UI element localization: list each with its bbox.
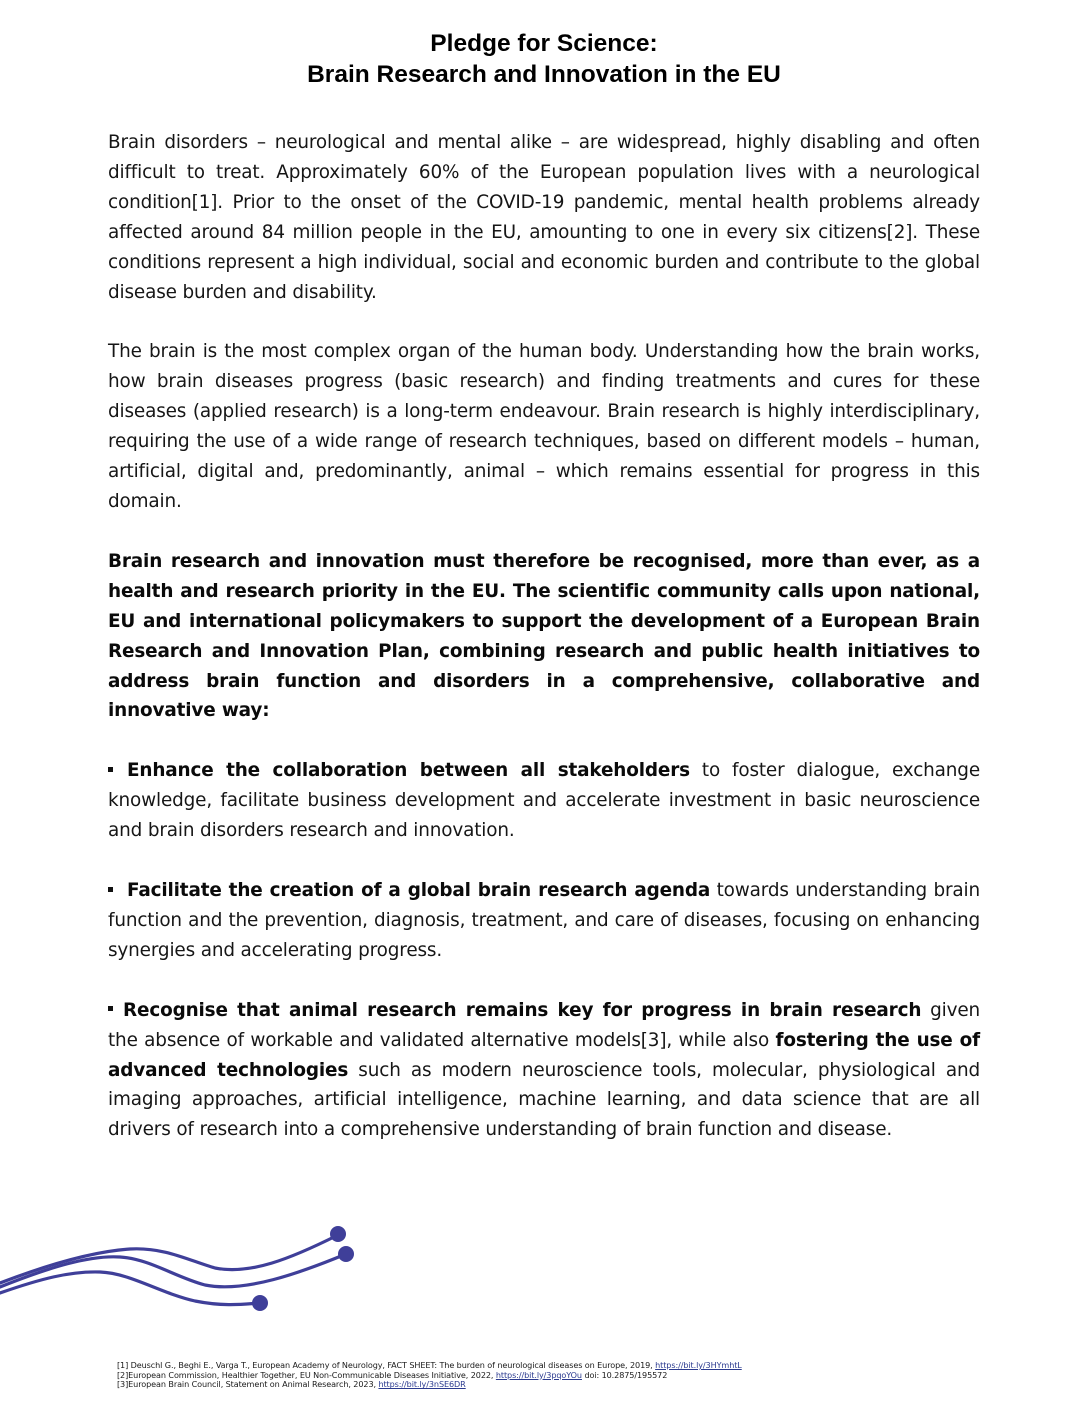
bullet-item-collaboration bbox=[108, 756, 980, 846]
bullet-text: to foster dialogue, exchange knowledge, facilitate business development and accelerate investment in basic neuroscience and brain disorders research and innovation. bbox=[108, 760, 980, 842]
title-line-2: Brain Research and Innovation in the EU bbox=[307, 61, 781, 88]
footnotes bbox=[117, 1361, 1017, 1390]
footnote-link[interactable]: https://bit.ly/3nSE6DR bbox=[378, 1379, 466, 1390]
bullet-square-icon bbox=[108, 756, 117, 786]
page-title bbox=[0, 28, 1088, 90]
bullet-text: towards understanding brain function and the prevention, diagnosis, treatment, and care of diseases, focusing on enhancing synergies and accelerating progress. bbox=[108, 880, 980, 961]
bullet-lead: Facilitate the creation of a global brain research agenda bbox=[127, 880, 711, 902]
bullet-square-icon bbox=[108, 996, 117, 1026]
paragraph-intro: Brain disorders – neurological and mental alike – are widespread, highly disabling and often difficult to treat. Approximately 60% of the European population lives with a neurological condition[1]. Prior to the onset of the COVID-19 pandemic, mental health problems already affected around 84 million people in the EU, amounting to one in every six citizens[2]. These conditions represent a high individual, social and economic burden and contribute to the global disease burden and disability. bbox=[108, 132, 980, 303]
footnote-text: [3]European Brain Council, Statement on Animal Research, 2023, bbox=[117, 1379, 379, 1390]
paragraph-call-to-action: Brain research and innovation must therefore be recognised, more than ever, as a health and research priority in the EU. The scientific community calls upon national, EU and international policymakers to support the development of a European Brain Research and Innovation Plan, combining research and public health initiatives to address brain function and disorders in a comprehensive, collaborative and innovative way: bbox=[108, 550, 980, 722]
bullet-text: given the absence of workable and validated alternative models[3], while also bbox=[108, 999, 980, 1051]
footnote-text: [2]European Commission, Healthier Together, EU Non-Communicable Diseases Initiative, 2022, bbox=[117, 1369, 496, 1380]
bullet-square-icon bbox=[108, 876, 117, 906]
title-line-1: Pledge for Science: bbox=[430, 30, 658, 57]
paragraph-brain-complexity: The brain is the most complex organ of the human body. Understanding how the brain works, how brain diseases progress (basic research) and finding treatments and cures for these diseases (applied research) is a long-term endeavour. Brain research is highly interdisciplinary, requiring the use of a wide range of research techniques, based on different models – human, artificial, digital and, predominantly, animal – which remains essential for progress in this domain. bbox=[108, 341, 980, 512]
footnote-text: [1] Deuschl G., Beghi E., Varga T., European Academy of Neurology, FACT SHEET: The burden of neurological diseases on Europe, 2019, bbox=[117, 1360, 656, 1370]
document-body bbox=[108, 128, 980, 1175]
bullet-lead: Enhance the collaboration between all stakeholders bbox=[127, 760, 690, 782]
footnote-link[interactable]: https://bit.ly/3HYmhtL bbox=[655, 1360, 742, 1370]
bullet-item-animal-research bbox=[108, 996, 980, 1146]
footnote-3 bbox=[117, 1380, 1017, 1390]
bullet-text-continued: such as modern neuroscience tools, molecular, physiological and imaging approaches, artificial intelligence, machine learning, and data science that are all drivers of research into a comprehensive understanding of brain function and disease. bbox=[108, 1059, 980, 1141]
bullet-lead: Recognise that animal research remains key for progress in brain research bbox=[123, 999, 922, 1021]
bullet-emphasis: fostering the use of advanced technologies bbox=[108, 1029, 980, 1081]
footnote-link[interactable]: https://bit.ly/3pqoYOu bbox=[495, 1369, 582, 1380]
footnote-suffix: doi: 10.2875/195572 bbox=[581, 1369, 668, 1380]
wave-lines-icon bbox=[0, 1215, 380, 1320]
bullet-item-global-agenda bbox=[108, 876, 980, 966]
